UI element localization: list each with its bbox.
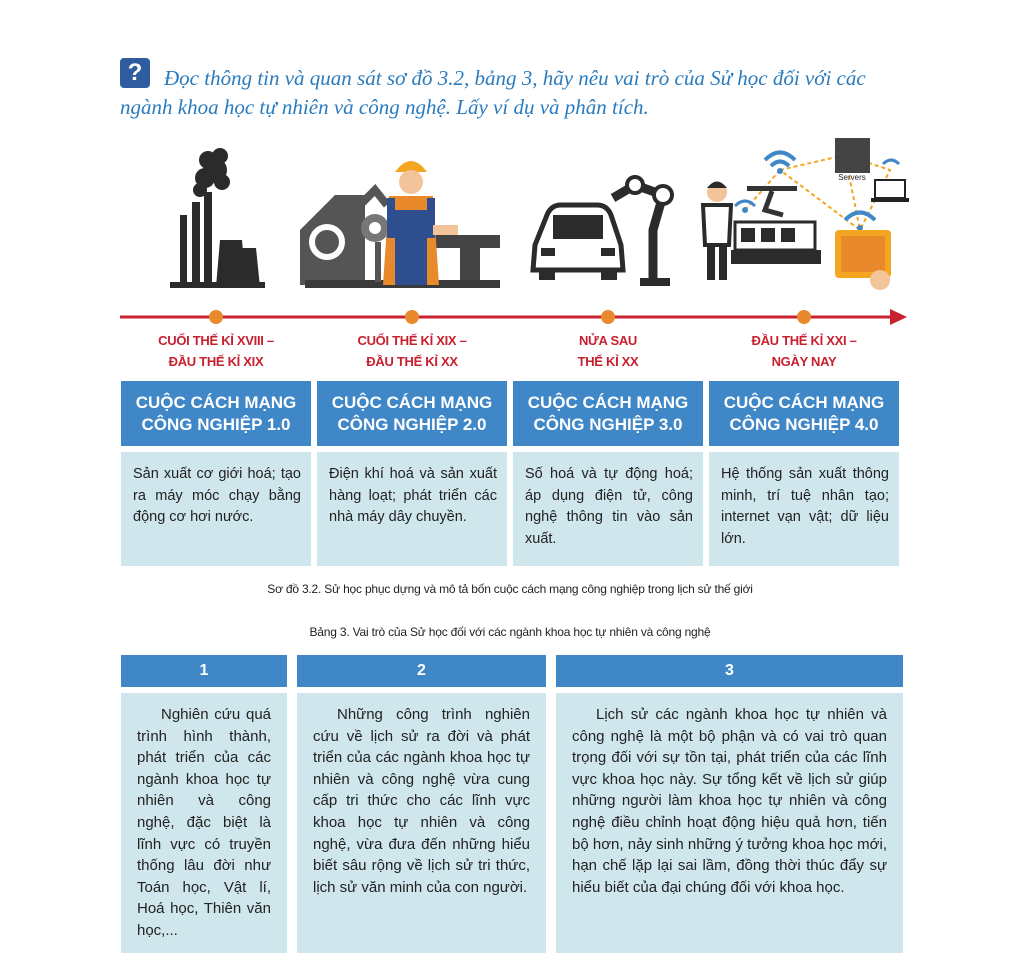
diagram-caption: Sơ đồ 3.2. Sử học phục dựng và mô tả bốn cuộc cách mạng công nghiệp trong lịch sử thế giới	[267, 582, 753, 596]
timeline	[110, 303, 910, 331]
revolution-title-4: CUỘC CÁCH MẠNG CÔNG NGHIỆP 4.0	[709, 381, 899, 446]
revolution-title-3: CUỘC CÁCH MẠNG CÔNG NGHIỆP 3.0	[513, 381, 703, 446]
car-robot-arm-icon	[525, 130, 685, 295]
worker-machine-icon	[295, 130, 505, 295]
table-header-1: 1	[121, 655, 287, 687]
table-header-3: 3	[556, 655, 903, 687]
factory-icon	[160, 130, 270, 295]
revolution-desc-3: Số hoá và tự động hoá; áp dụng điện tử, công nghệ thông tin vào sản xuất.	[513, 452, 703, 566]
timeline-dot	[601, 310, 615, 324]
period-label-2: CUỐI THẾ KỈ XIX – ĐẦU THẾ KỈ XX	[357, 333, 467, 369]
smart-factory-iot-icon	[695, 130, 920, 295]
question-mark-icon: ?	[120, 58, 150, 88]
table-cell-3: Lịch sử các ngành khoa học tự nhiên và công nghệ là một bộ phận và có vai trò quan trọng đối với sự tồn tại, phát triển của các lĩnh vực khoa học này. Sự tổng kết về lịch sử giúp những người làm khoa học tự nhiên và công nghệ điều chỉnh hoạt động hiệu quả hơn, tiến bộ hơn, nảy sinh những ý tưởng khoa học mới, hạn chế lặp lại sai lầm, đồng thời thúc đẩy sự hiểu biết của đại chúng đối với khoa học.	[556, 693, 903, 953]
revolution-desc-2: Điện khí hoá và sản xuất hàng loạt; phát triển các nhà máy dây chuyền.	[317, 452, 507, 566]
servers-label: Servers	[838, 173, 866, 182]
revolution-desc-4: Hệ thống sản xuất thông minh, trí tuệ nhân tạo; internet vạn vật; dữ liệu lớn.	[709, 452, 899, 566]
period-label-1: CUỐI THẾ KỈ XVIII – ĐẦU THẾ KỈ XIX	[158, 333, 274, 369]
timeline-dot	[797, 310, 811, 324]
question-text: Đọc thông tin và quan sát sơ đồ 3.2, bảng 3, hãy nêu vai trò của Sử học đối với các ngành khoa học tự nhiên và công nghệ. Lấy ví dụ và phân tích.	[120, 66, 866, 119]
table-header-2: 2	[297, 655, 546, 687]
revolution-title-1: CUỘC CÁCH MẠNG CÔNG NGHIỆP 1.0	[121, 381, 311, 446]
period-label-4: ĐẦU THẾ KỈ XXI – NGÀY NAY	[751, 333, 857, 369]
table-cell-2: Những công trình nghiên cứu về lịch sử ra đời và phát triển của các ngành khoa học tự nhiên và công nghệ vừa cung cấp tri thức cho các lĩnh vực khoa học tự nhiên và công nghệ, vừa đưa đến những hiểu biết sâu rộng về lịch sử tri thức, lịch sử văn minh của con người.	[297, 693, 546, 953]
revolution-title-2: CUỘC CÁCH MẠNG CÔNG NGHIỆP 2.0	[317, 381, 507, 446]
timeline-dot	[405, 310, 419, 324]
revolution-desc-1: Sản xuất cơ giới hoá; tạo ra máy móc chạy bằng động cơ hơi nước.	[121, 452, 311, 566]
period-label-3: NỬA SAU THẾ KỈ XX	[577, 333, 639, 369]
timeline-dot	[209, 310, 223, 324]
table-title: Bảng 3. Vai trò của Sử học đối với các ngành khoa học tự nhiên và công nghệ	[309, 625, 711, 639]
table-cell-1: Nghiên cứu quá trình hình thành, phát triển của các ngành khoa học tự nhiên và công nghệ, đặc biệt là lĩnh vực có truyền thống lâu đời như Toán học, Vật lí, Hoá học, Thiên văn học,...	[121, 693, 287, 953]
